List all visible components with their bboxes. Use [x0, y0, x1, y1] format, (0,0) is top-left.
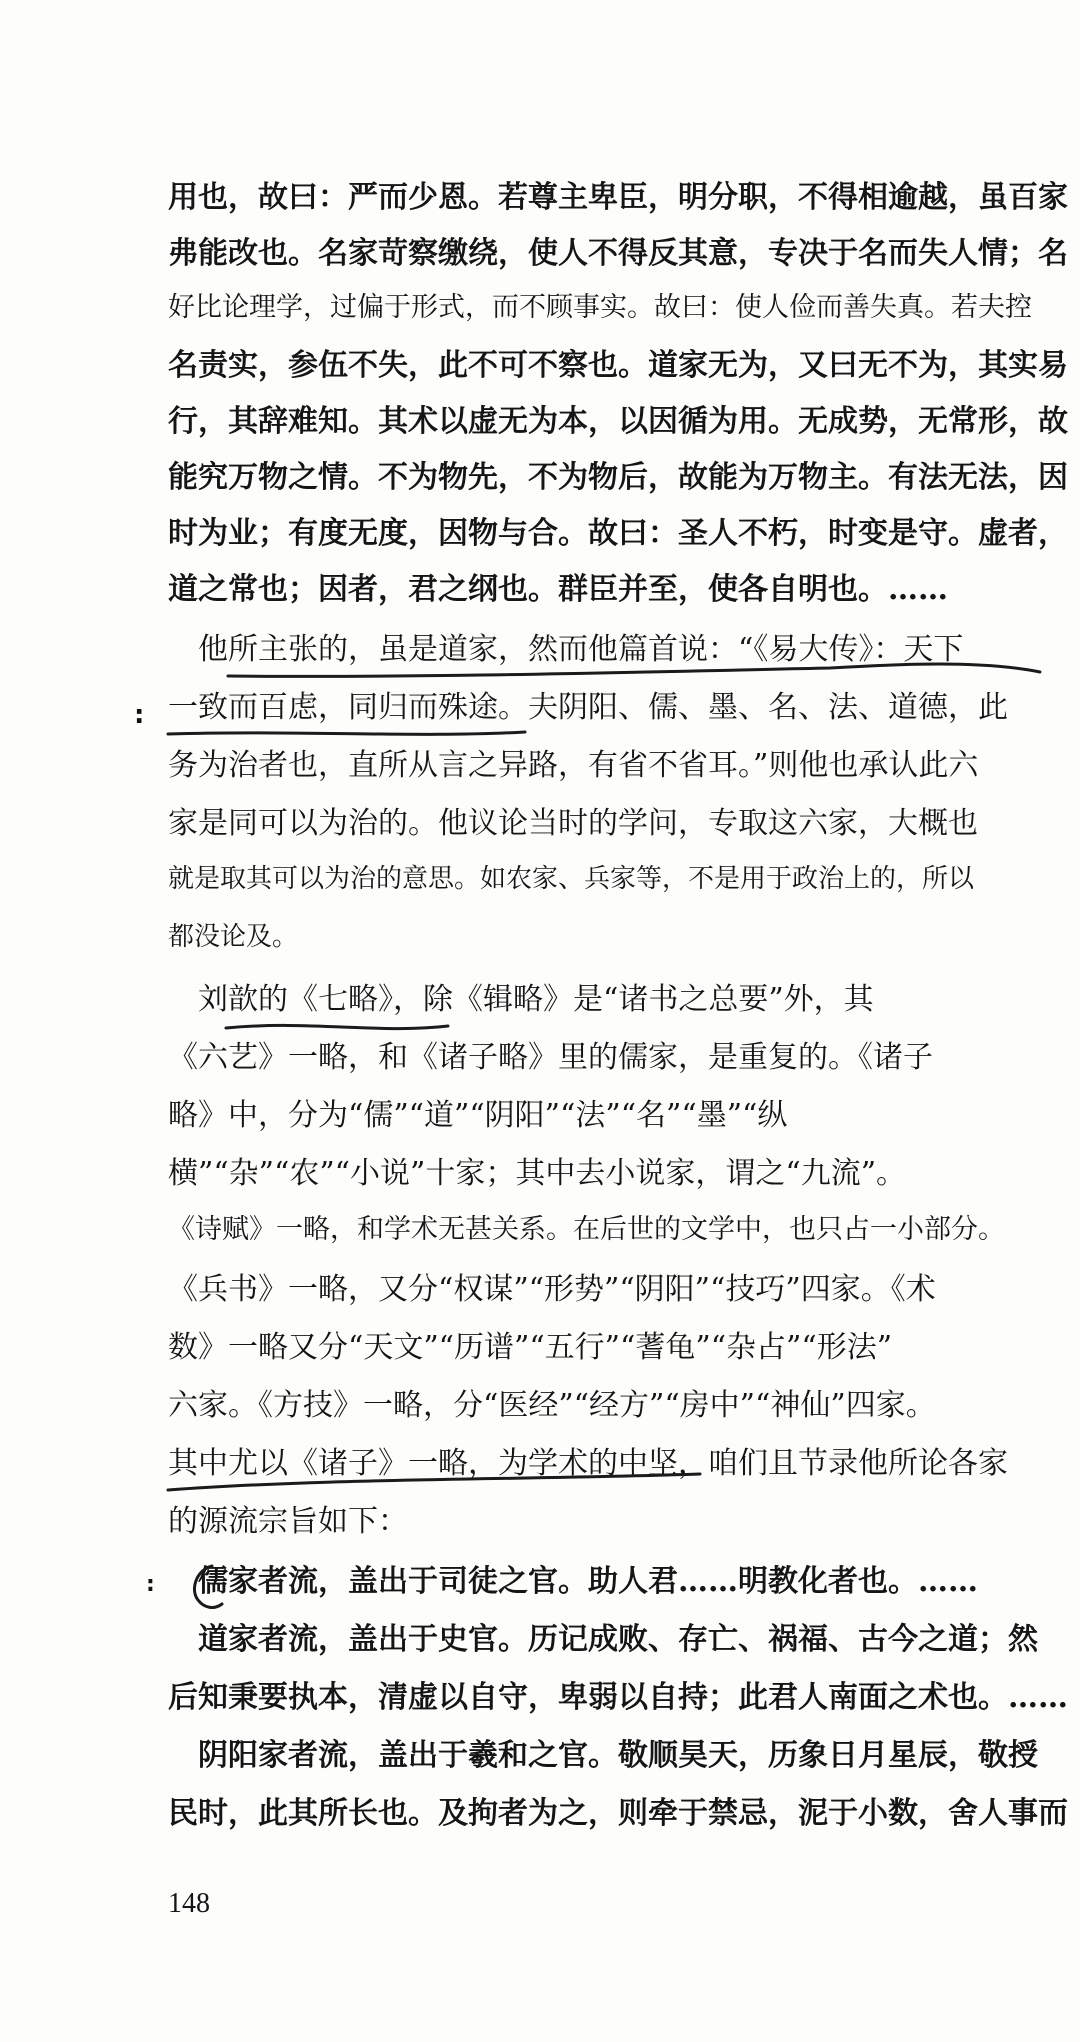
colon-mark: :	[134, 700, 145, 730]
text-line: 都没论及。	[168, 922, 299, 952]
text-line: 他所主张的，虽是道家，然而他篇首说：“《易大传》：天下	[168, 632, 964, 667]
text-line: 一致而百虑，同归而殊途。夫阴阳、儒、墨、名、法、道德，此	[168, 690, 1008, 725]
text-line: 就是取其可以为治的意思。如农家、兵家等，不是用于政治上的，所以	[168, 864, 975, 894]
text-line: 道之常也；因者，君之纲也。群臣并至，使各自明也。……	[168, 572, 948, 607]
underline-2	[168, 732, 525, 734]
text-line: 儒家者流，盖出于司徒之官。助人君……明教化者也。……	[168, 1564, 978, 1599]
text-line: 横”“杂”“农”“小说”十家；其中去小说家，谓之“九流”。	[168, 1156, 907, 1191]
text-line: 家是同可以为治的。他议论当时的学问，专取这六家，大概也	[168, 806, 978, 841]
text-line: 略》中，分为“儒”“道”“阴阳”“法”“名”“墨”“纵	[168, 1098, 788, 1133]
text-line: 其中尤以《诸子》一略，为学术的中坚，咱们且节录他所论各家	[168, 1446, 1008, 1481]
text-line: 《六艺》一略，和《诸子略》里的儒家，是重复的。《诸子	[168, 1040, 933, 1075]
text-line: 能究万物之情。不为物先，不为物后，故能为万物主。有法无法，因	[168, 460, 1068, 495]
text-line: 务为治者也，直所从言之异路，有省不省耳。”则他也承认此六	[168, 748, 979, 783]
underline-3	[226, 1025, 448, 1028]
text-line: 的源流宗旨如下：	[168, 1504, 408, 1539]
text-line: 弗能改也。名家苛察缴绕，使人不得反其意，专决于名而失人情；名	[168, 236, 1068, 271]
text-line: 《兵书》一略，又分“权谋”“形势”“阴阳”“技巧”四家。《术	[168, 1272, 936, 1307]
colon-mark: :	[146, 1572, 155, 1597]
text-line: 《诗赋》一略，和学术无甚关系。在后世的文学中，也只占一小部分。	[168, 1214, 1005, 1245]
text-line: 民时，此其所长也。及拘者为之，则牵于禁忌，泥于小数，舍人事而	[168, 1796, 1068, 1831]
text-line: 用也，故曰：严而少恩。若尊主卑臣，明分职，不得相逾越，虽百家	[168, 180, 1068, 215]
page-number: 148	[168, 1888, 210, 1919]
text-line: 六家。《方技》一略，分“医经”“经方”“房中”“神仙”四家。	[168, 1388, 936, 1423]
text-line: 数》一略又分“天文”“历谱”“五行”“蓍龟”“杂占”“形法”	[168, 1330, 893, 1365]
text-line: 刘歆的《七略》，除《辑略》是“诸书之总要”外，其	[168, 982, 874, 1017]
text-line: 时为业；有度无度，因物与合。故曰：圣人不朽，时变是守。虚者，	[168, 516, 1068, 551]
text-line: 后知秉要执本，清虚以自守，卑弱以自持；此君人南面之术也。……	[168, 1680, 1068, 1715]
text-line: 道家者流，盖出于史官。历记成败、存亡、祸福、古今之道；然	[168, 1622, 1038, 1657]
text-line: 行，其辞难知。其术以虚无为本，以因循为用。无成势，无常形，故	[168, 404, 1068, 439]
text-line: 好比论理学，过偏于形式，而不顾事实。故曰：使人俭而善失真。若夫控	[168, 292, 1032, 323]
text-line: 名责实，参伍不失，此不可不察也。道家无为，又曰无不为，其实易	[168, 348, 1068, 383]
text-line: 阴阳家者流，盖出于羲和之官。敬顺昊天，历象日月星辰，敬授	[168, 1738, 1038, 1773]
